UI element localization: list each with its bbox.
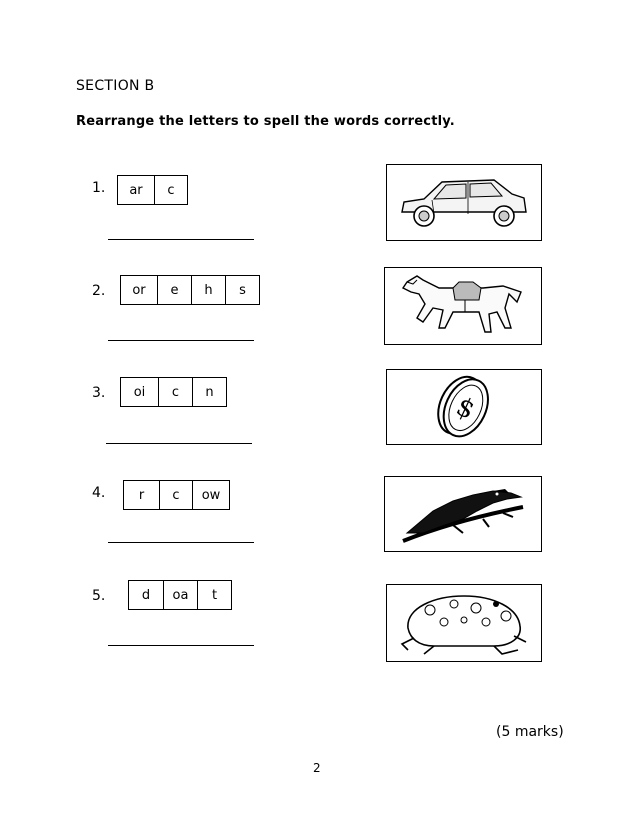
letter-tile: d [141,587,151,603]
letter-tile: s [225,276,259,304]
question-number: 3. [92,385,106,401]
svg-text:$: $ [451,391,480,426]
section-title: SECTION B [76,78,155,94]
instruction-text: Rearrange the letters to spell the words correctly. [76,114,455,129]
letter-tiles [123,480,230,510]
letter-tile: e [157,276,191,304]
page-number: 2 [313,761,321,775]
letter-tile: t [197,581,231,609]
letter-tiles [120,377,227,407]
letter-tile: oa [163,581,197,609]
letter-tile: ar [129,182,143,198]
letter-tile: or [132,282,146,298]
horse-icon [393,272,533,340]
letter-tiles [128,580,232,610]
answer-line [106,443,252,444]
coin-picture [386,369,542,445]
crow-picture [384,476,542,552]
car-icon [394,172,534,234]
horse-picture [384,267,542,345]
letter-tiles [120,275,260,305]
letter-tile: c [154,176,187,204]
answer-line [108,340,254,341]
letter-tile: n [192,378,226,406]
marks-label: (5 marks) [496,724,564,740]
letter-tile: oi [133,384,146,400]
question-number: 2. [92,283,106,299]
letter-tile: c [158,378,192,406]
toad-picture [386,584,542,662]
coin-icon [424,372,504,442]
answer-line [108,542,254,543]
car-picture [386,164,542,241]
letter-tiles [117,175,188,205]
question-number: 5. [92,588,106,604]
question-number: 4. [92,485,106,501]
crow-icon [393,481,533,547]
letter-tile: r [138,487,145,503]
letter-tile: h [191,276,225,304]
letter-tile: ow [192,481,229,509]
answer-line [108,239,254,240]
letter-tile: c [159,481,192,509]
toad-icon [394,588,534,658]
question-number: 1. [92,180,106,196]
answer-line [108,645,254,646]
